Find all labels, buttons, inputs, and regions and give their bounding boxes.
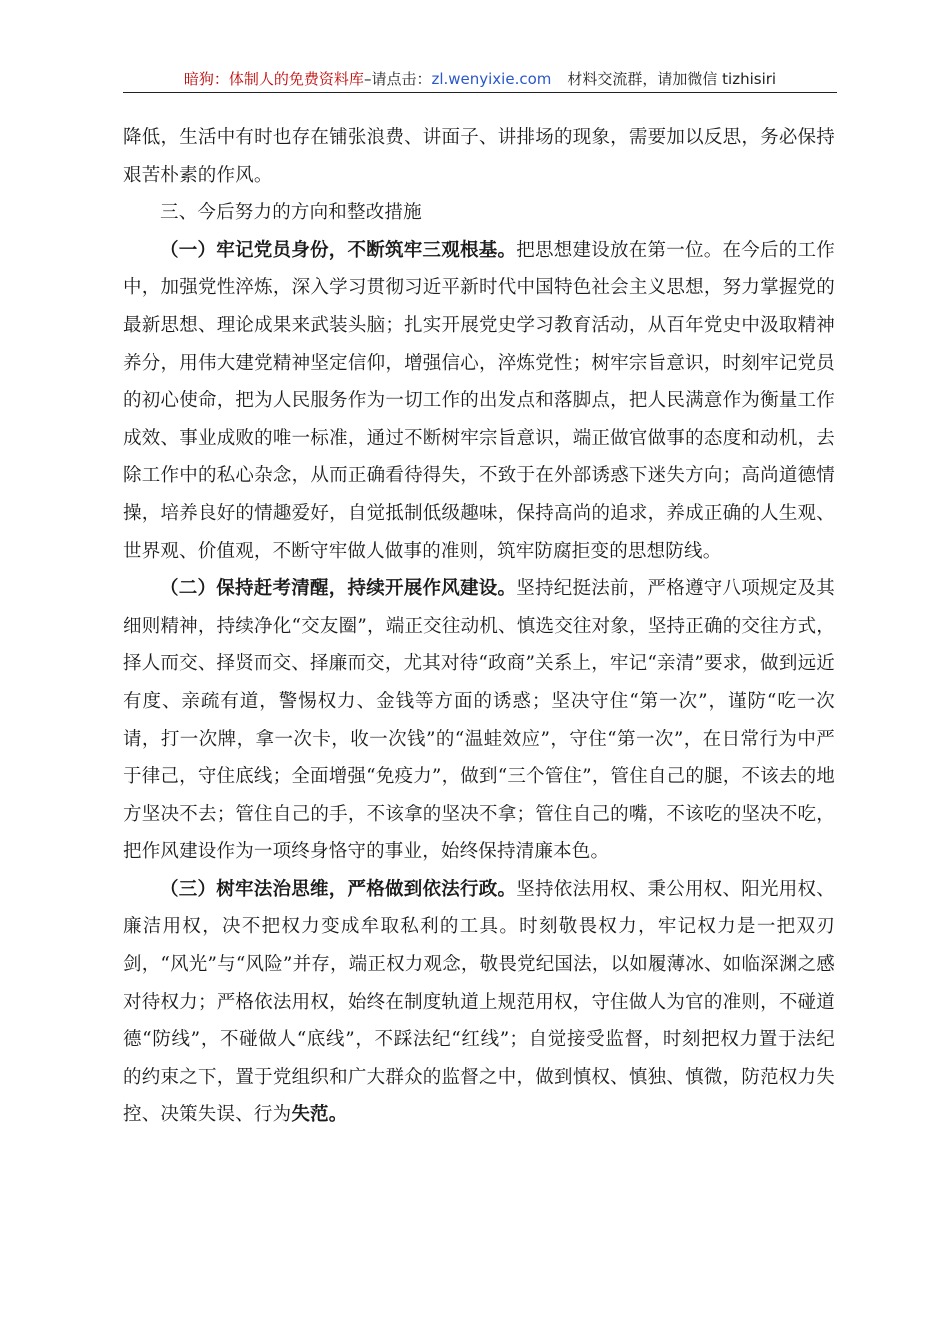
paragraph-2 [123, 570, 835, 871]
paragraph-tail: 失范。 [291, 1104, 348, 1126]
section-heading [123, 194, 835, 232]
paragraph-lead: （三）树牢法治思维，严格做到依法行政。 [160, 878, 517, 900]
paragraph-lead: （一）牢记党员身份，不断筑牢三观根基。 [160, 239, 517, 261]
paragraph-1 [123, 232, 835, 570]
paragraph-text: 降低，生活中有时也存在铺张浪费、讲面子、讲排场的现象，需要加以反思，务必保持艰苦朴素的作风。 [123, 127, 835, 186]
header-brand: 暗狗：体制人的免费资料库 [183, 70, 364, 88]
paragraph-text: 坚持纪挺法前，严格遵守八项规定及其细则精神，持续净化“交友圈”，端正交往动机、慎选交往对象，坚持正确的交往方式，择人而交、择贤而交、择廉而交，尤其对待“政商”关系上，牢记“亲清”要求，做到远近有度、亲疏有道，警惕权力、金钱等方面的诱惑；坚决守住“第一次”，谨防“吃一次请，打一次牌，拿一次卡，收一次钱”的“温蛙效应”，守住“第一次”，在日常行为中严于律己，守住底线；全面增强“免疫力”，做到“三个管住”，管住自己的腿，不该去的地方坚决不去；管住自己的手，不该拿的坚决不拿；管住自己的嘴，不该吃的坚决不吃，把作风建设作为一项终身恪守的事业，始终保持清廉本色。 [123, 578, 836, 863]
paragraph-text: 把思想建设放在第一位。在今后的工作中，加强党性淬炼，深入学习贯彻习近平新时代中国特色社会主义思想，努力掌握党的最新思想、理论成果来武装头脑；扎实开展党史学习教育活动，从百年党史中汲取精神养分，用伟大建党精神坚定信仰，增强信心，淬炼党性；树牢宗旨意识，时刻牢记党员的初心使命，把为人民服务作为一切工作的出发点和落脚点，把人民满意作为衡量工作成效、事业成败的唯一标准，通过不断树牢宗旨意识，端正做官做事的态度和动机，去除工作中的私心杂念，从而正确看待得失，不致于在外部诱惑下迷失方向；高尚道德情操，培养良好的情趣爱好，自觉抵制低级趣味，保持高尚的追求，养成正确的人生观、世界观、价值观，不断守牢做人做事的准则，筑牢防腐拒变的思想防线。 [123, 239, 835, 562]
paragraph-continued [123, 119, 835, 194]
paragraph-lead: （二）保持赶考清醒，持续开展作风建设。 [160, 578, 517, 600]
paragraph-text: 坚持依法用权、秉公用权、阳光用权、廉洁用权，决不把权力变成牟取私利的工具。时刻敬畏权力，牢记权力是一把双刃剑，“风光”与“风险”并存，端正权力观念，敬畏党纪国法，以如履薄冰、如临深渊之感对待权力；严格依法用权，始终在制度轨道上规范用权，守住做人为官的准则，不碰道德“防线”，不碰做人“底线”，不踩法纪“红线”；自觉接受监督，时刻把权力置于法纪的约束之下，置于党组织和广大群众的监督之中，做到慎权、慎独、慎微，防范权力失控、决策失误、行为 [123, 878, 835, 1126]
header-click-text: –请点击： [363, 70, 432, 88]
header-link[interactable]: zl.wenyixie.com [431, 70, 552, 88]
section-heading-text: 三、今后努力的方向和整改措施 [160, 202, 422, 224]
page-header [123, 66, 837, 93]
document-body [123, 119, 835, 1134]
header-wechat: 材料交流群，请加微信 tizhisiri [567, 70, 777, 88]
paragraph-3 [123, 871, 835, 1134]
